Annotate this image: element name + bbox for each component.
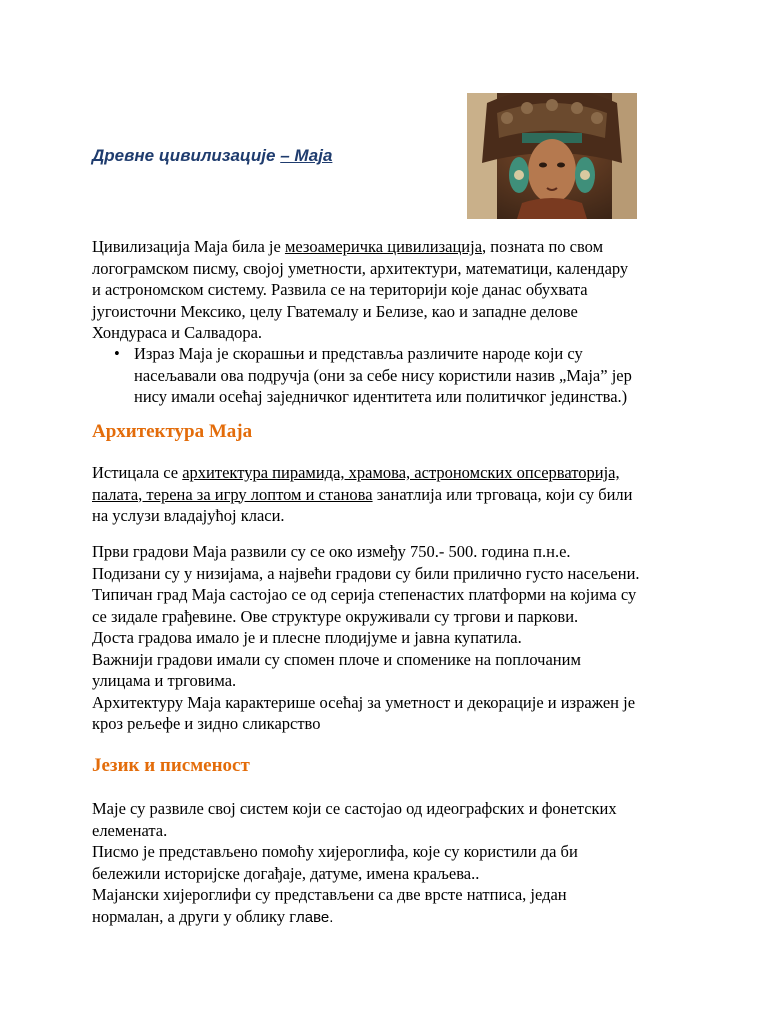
language-heading: Језик и писменост	[92, 755, 250, 776]
intro-line: логограмском писму, својој уметности, архитектури, математици, календару	[92, 258, 629, 278]
mesoamerican-link[interactable]: мезоамеричка цивилизација	[284, 237, 483, 256]
intro-paragraph	[92, 236, 692, 344]
bullet-line: Израз Маја је скорашњи и представља различите народе који су	[134, 344, 583, 363]
arch-underlined: архитектура пирамида, храмова, астрономских опсерваторија,	[182, 463, 620, 482]
arch-line: Архитектуру Маја карактерише осећај за уметност и декорације и изражен је	[92, 692, 636, 712]
intro-line: и астрономском систему. Развила се на територији које данас обухвата	[92, 280, 588, 299]
language-paragraph	[92, 798, 692, 928]
arch-line: на услузи владајућој класи.	[92, 506, 285, 525]
lang-line: Писмо је представљено помоћу хијероглифа, које су користили да би	[92, 842, 578, 861]
arch-line: Типичан град Маја састојао се од серија степенастих платформи на којима су	[92, 585, 637, 604]
intro-text: , позната по свом	[482, 237, 604, 256]
arch-line: Први градови Маја развили су се око између 750.- 500. година п.н.е.	[92, 542, 571, 561]
portrait-illustration	[467, 93, 637, 219]
arch-line: Доста градова имало је и плесне плодијуме и јавна купатила.	[92, 628, 522, 647]
title-part2: – Маја	[280, 146, 333, 165]
bullet-line: насељавали ова подручја (они за себе нису користили назив „Маја” јер	[134, 365, 632, 385]
maya-portrait-image	[467, 93, 637, 219]
arch-line	[92, 462, 692, 484]
title-part1: Древне цивилизације	[92, 146, 281, 165]
architecture-heading: Архитектура Маја	[92, 421, 253, 442]
arch-line: Важнији градови имали су спомен плоче и споменике на поплочаним	[92, 649, 581, 669]
intro-text: Цивилизација Маја била је	[92, 237, 285, 256]
lang-text: нормалан, а други у облику г	[92, 906, 296, 926]
bullet-icon: •	[114, 344, 120, 363]
bullet-line: нису имали осећај заједничког идентитета или политичког јединства.)	[134, 387, 628, 406]
intro-line: југоисточни Мексико, целу Гватемалу и Белизе, као и западне делове	[92, 301, 578, 321]
architecture-intro-paragraph	[92, 462, 692, 527]
intro-line: Хондураса и Салвадора.	[92, 323, 263, 342]
arch-text: Истицала се	[92, 463, 183, 482]
lang-text: лаве.	[295, 908, 334, 926]
arch-line	[92, 484, 692, 506]
arch-line: улицама и трговима.	[92, 671, 237, 690]
arch-underlined: палата, терена за игру лоптом и станова	[92, 484, 373, 504]
architecture-details-paragraph	[92, 541, 692, 735]
intro-line	[92, 236, 692, 258]
page-title	[92, 146, 332, 166]
arch-line: Подизани су у низијама, а највећи градови су били прилично густо насељени.	[92, 563, 640, 583]
arch-line: се зидале грађевине. Ове структуре окруживали су тргови и паркови.	[92, 606, 579, 626]
list-item	[92, 343, 692, 408]
bullet-list	[92, 343, 692, 408]
lang-line: бележили историјске догађаје, датуме, имена краљева..	[92, 863, 480, 883]
lang-line: Маје су развиле свој систем који се састојао од идеографских и фонетских	[92, 799, 617, 818]
arch-text: занатлија или трговаца, који су били	[372, 484, 633, 504]
lang-line: Мајански хијероглифи су представљени са две врсте натписа, један	[92, 885, 567, 904]
lang-line	[92, 906, 692, 929]
lang-line: елемената.	[92, 820, 168, 840]
arch-line: кроз рељефе и зидно сликарство	[92, 714, 321, 733]
